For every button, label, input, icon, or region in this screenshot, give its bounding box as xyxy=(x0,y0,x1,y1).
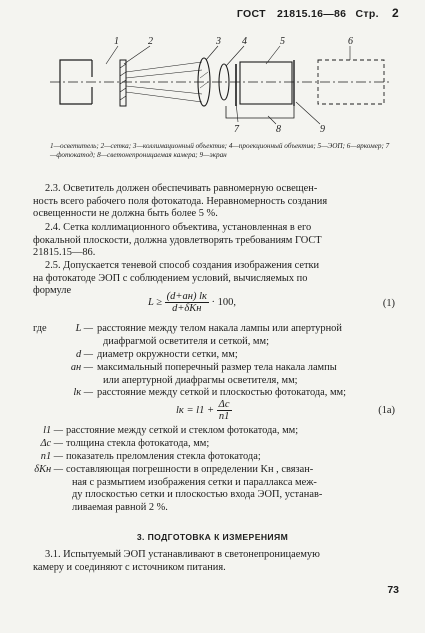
equation-number-1a: (1а) xyxy=(378,405,395,416)
text-line: максимальный поперечный размер тела накала лампы xyxy=(97,362,337,373)
formula-1-lhs: L ≥ xyxy=(148,296,163,308)
def-text: толщина стекла фотокатода, мм; xyxy=(66,438,210,449)
callout-4: 4 xyxy=(242,36,247,47)
definitions-2 xyxy=(33,425,403,525)
def-symbol: δKн — xyxy=(34,464,63,475)
optical-scheme-figure xyxy=(0,20,425,140)
def-text: показатель преломления стекла фотокатода; xyxy=(66,451,261,462)
text-line: на фотокатоде ЭОП с соблюдением условий, вычисляемых по xyxy=(33,272,308,284)
text-line: или апертурной диафрагмы осветителя, мм; xyxy=(103,374,298,386)
def-symbol: n1 — xyxy=(40,451,63,462)
def-symbol: Δc — xyxy=(40,438,63,449)
header-page-label: Стр. xyxy=(355,8,379,20)
def-symbol: l1 — xyxy=(43,425,63,436)
header-number: 21815.16—86 xyxy=(277,8,347,20)
header-standard: ГОСТ xyxy=(236,8,266,20)
page-number: 73 xyxy=(387,584,399,596)
def-symbol: L — xyxy=(75,323,93,334)
callout-9: 9 xyxy=(320,124,325,135)
text-line: ду плоскостью сетки и плоскостью входа ЭОП, устанав- xyxy=(72,489,323,501)
text-line: диафрагмой осветителя и сеткой, мм; xyxy=(103,335,269,347)
where-word: где xyxy=(33,323,47,334)
callout-3: 3 xyxy=(216,36,221,47)
formula-1a xyxy=(176,399,232,422)
paragraph-2-3 xyxy=(33,183,398,221)
text-line: камеру и соединяют с источником питания. xyxy=(33,561,226,573)
image-tube xyxy=(240,62,292,104)
text-line: ность всего рабочего поля фотокатода. Неравномерность создания xyxy=(33,195,328,207)
header-page: 2 xyxy=(392,6,399,20)
figure-caption: 1—осветитель; 2—сетка; 3—коллимационный объектив; 4—проекционный объектив; 5—ЭОП; 6—яркомер; 7—фотокатод; 8—светонепроницаемая камера; 9—экран xyxy=(50,142,390,159)
callout-5: 5 xyxy=(280,36,285,47)
callout-2: 2 xyxy=(148,36,153,47)
callout-7: 7 xyxy=(234,124,239,135)
text-line: 21815.15—86. xyxy=(33,247,96,259)
text-line: освещенности не должна быть более 5 %. xyxy=(33,208,218,220)
formula-1-denominator: d+δKн xyxy=(172,303,202,314)
section-heading: 3. ПОДГОТОВКА К ИЗМЕРЕНИЯМ xyxy=(136,532,289,542)
text-line: ная с размытием изображения сетки и параллакса меж- xyxy=(72,476,317,488)
text-line: ливаемая равной 2 %. xyxy=(72,501,168,513)
def-text: диаметр окружности сетки, мм; xyxy=(97,349,238,360)
equation-number-1: (1) xyxy=(382,298,395,309)
formula-1 xyxy=(148,291,236,314)
formula-1-rhs: · 100, xyxy=(211,296,237,308)
formula-1a-numerator: Δc xyxy=(218,399,230,410)
formula-1a-fraction xyxy=(217,399,232,422)
formula-1-fraction xyxy=(165,291,209,314)
paragraph-3-1 xyxy=(33,549,398,574)
text-line: 3.1. Испытуемый ЭОП устанавливают в светонепроницаемую xyxy=(45,549,320,560)
formula-1-numerator: (d+aн) lк xyxy=(166,291,207,302)
def-text: расстояние между сеткой и стеклом фотокатода, мм; xyxy=(66,425,299,436)
text-line: 2.4. Сетка коллимационного объектива, установленная в его xyxy=(45,222,312,233)
text-line: составляющая погрешности в определении Kн , связан- xyxy=(66,464,314,475)
def-symbol: lк — xyxy=(73,387,93,398)
def-text xyxy=(97,362,399,387)
callout-8: 8 xyxy=(276,124,281,135)
def-symbol: d — xyxy=(75,349,93,360)
callout-1: 1 xyxy=(114,36,119,47)
text-line: 2.5. Допускается теневой способ создания изображения сетки xyxy=(45,260,320,271)
definitions-1 xyxy=(33,323,403,399)
formula-1a-denominator: n1 xyxy=(218,411,230,422)
formula-1a-lhs: lк = l1 + xyxy=(176,404,215,416)
text-line: фокальной плоскости, должна удовлетворять требованиям ГОСТ xyxy=(33,234,322,246)
def-text xyxy=(66,464,399,514)
def-text xyxy=(97,323,399,348)
paragraph-2-4 xyxy=(33,222,398,260)
def-text: расстояние между сеткой и плоскостью фотокатода, мм; xyxy=(97,387,347,398)
text-line: формуле xyxy=(33,285,72,297)
text-line: 2.3. Осветитель должен обеспечивать равномерную освещен- xyxy=(45,183,318,194)
text-line: расстояние между телом накала лампы или апертурной xyxy=(97,323,342,334)
def-symbol: aн — xyxy=(70,362,93,373)
running-header xyxy=(237,6,399,20)
callout-6: 6 xyxy=(348,36,353,47)
